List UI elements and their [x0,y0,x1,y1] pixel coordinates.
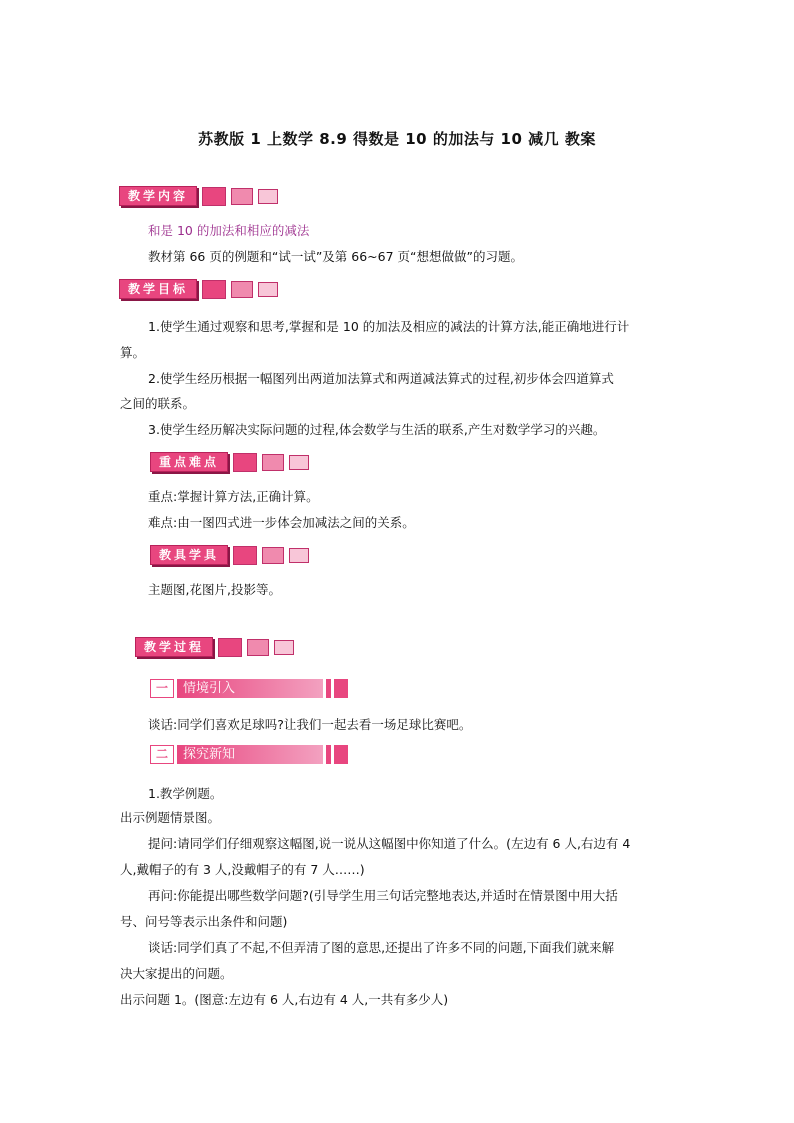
goal-line: 2.使学生经历根据一幅图列出两道加法算式和两道减法算式的过程,初步体会四道算式 [148,371,614,386]
section-tag-label: 教学过程 [135,637,213,657]
keypoint-line: 难点:由一图四式进一步体会加减法之间的关系。 [148,515,415,530]
decor-square [233,453,257,472]
goal-line: 之间的联系。 [120,396,196,411]
section-tag-keypoints [150,452,309,472]
decor-square [262,547,284,564]
decor-square [202,280,226,299]
content-text: 教材第 66 页的例题和“试一试”及第 66~67 页“想想做做”的习题。 [148,249,523,264]
subheading-title: 探究新知 [177,745,323,764]
explore-line: 号、问号等表示出条件和问题) [120,914,288,929]
explore-line: 提问:请同学们仔细观察这幅图,说一说从这幅图中你知道了什么。(左边有 6 人,右边有 4 [148,836,631,851]
situation-text: 谈话:同学们喜欢足球吗?让我们一起去看一场足球比赛吧。 [148,717,472,732]
subheading-explore [150,745,348,764]
decor-square [231,281,253,298]
goal-line: 3.使学生经历解决实际问题的过程,体会数学与生活的联系,产生对数学学习的兴趣。 [148,422,606,437]
decor-square [258,189,278,204]
decor-square [202,187,226,206]
section-tag-tools [150,545,309,565]
decor-stripe [334,679,348,698]
decor-stripe [326,745,331,764]
goal-line: 1.使学生通过观察和思考,掌握和是 10 的加法及相应的减法的计算方法,能正确地进行计 [148,319,630,334]
keypoint-line: 重点:掌握计算方法,正确计算。 [148,489,319,504]
decor-square [262,454,284,471]
tools-text: 主题图,花图片,投影等。 [148,582,281,597]
decor-square [258,282,278,297]
explore-line: 再问:你能提出哪些数学问题?(引导学生用三句话完整地表达,并适时在情景图中用大括 [148,888,618,903]
explore-line: 出示问题 1。(图意:左边有 6 人,右边有 4 人,一共有多少人) [120,992,449,1007]
subheading-title: 情境引入 [177,679,323,698]
decor-square [233,546,257,565]
page-title: 苏教版 1 上数学 8.9 得数是 10 的加法与 10 减几 教案 [198,130,596,148]
section-tag-label: 教具学具 [150,545,228,565]
section-tag-goals [119,279,278,299]
decor-square [289,548,309,563]
content-subtitle: 和是 10 的加法和相应的减法 [148,223,310,238]
explore-line: 出示例题情景图。 [120,810,221,825]
goal-line: 算。 [120,345,146,360]
subheading-number: 一 [150,679,174,698]
section-tag-label: 重点难点 [150,452,228,472]
decor-square [247,639,269,656]
explore-line: 人,戴帽子的有 3 人,没戴帽子的有 7 人……) [120,862,365,877]
decor-square [231,188,253,205]
section-tag-label: 教学目标 [119,279,197,299]
section-tag-content [119,186,278,206]
decor-stripe [326,679,331,698]
explore-line: 谈话:同学们真了不起,不但弄清了图的意思,还提出了许多不同的问题,下面我们就来解 [148,940,615,955]
section-tag-label: 教学内容 [119,186,197,206]
explore-line: 1.教学例题。 [148,786,223,801]
decor-square [218,638,242,657]
subheading-number: 二 [150,745,174,764]
section-tag-process [135,637,294,657]
explore-line: 决大家提出的问题。 [120,966,233,981]
subheading-situation [150,679,348,698]
decor-square [274,640,294,655]
decor-stripe [334,745,348,764]
decor-square [289,455,309,470]
